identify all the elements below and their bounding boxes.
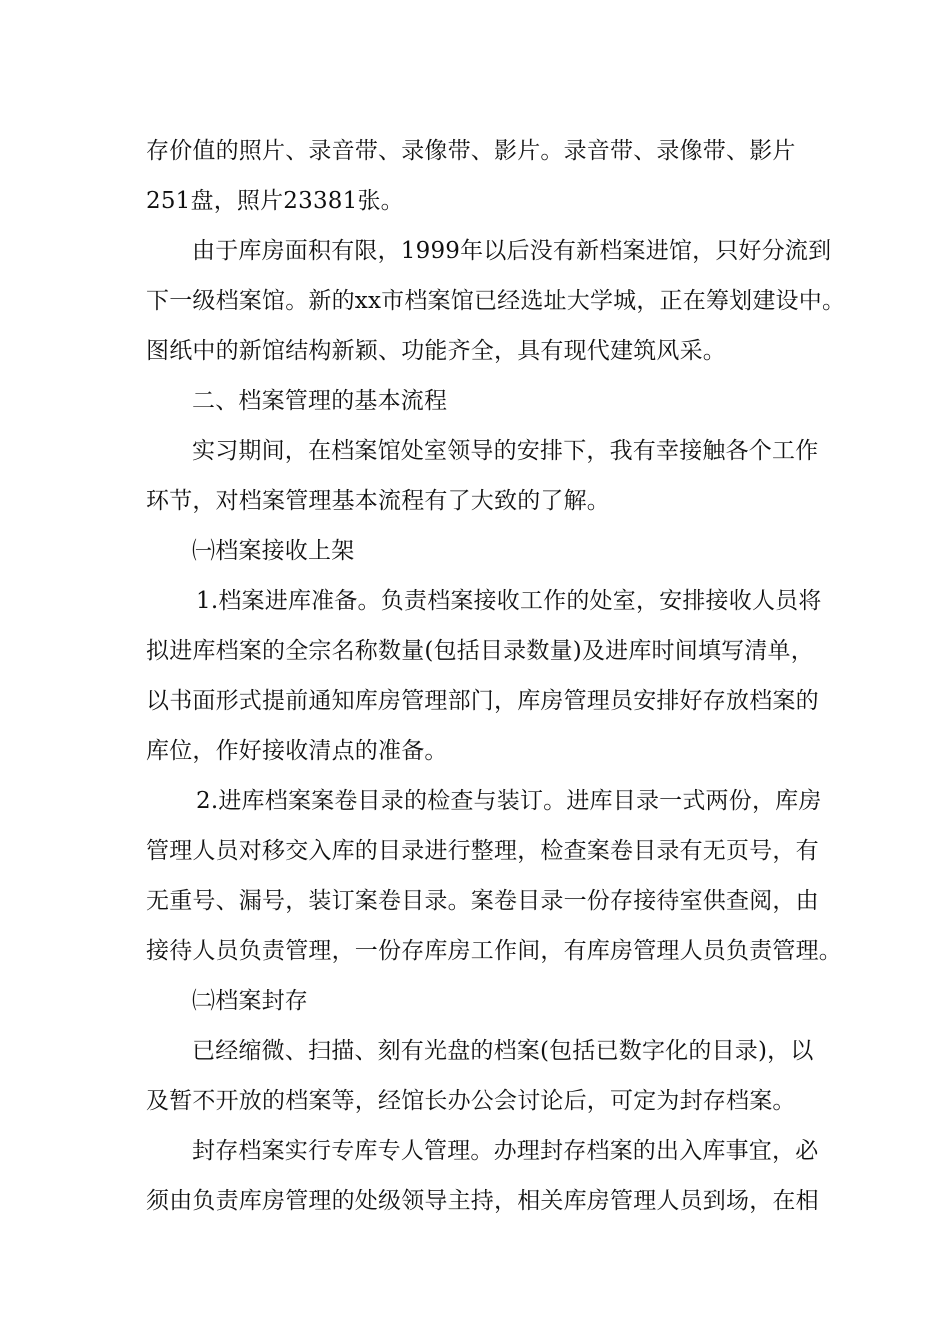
subsection-heading: ㈠档案接收上架 [192,538,355,564]
text-line: 251盘，照片23381张。 [146,188,404,214]
text-line: 及暂不开放的档案等，经馆长办公会讨论后，可定为封存档案。 [146,1088,796,1114]
text-line: 实习期间，在档案馆处室领导的安排下，我有幸接触各个工作 [192,438,819,464]
text-line: 下一级档案馆。新的xx市档案馆已经选址大学城，正在筹划建设中。 [146,288,846,314]
section-heading: 二、档案管理的基本流程 [192,388,448,414]
text-line: 2.进库档案案卷目录的检查与装订。进库目录一式两份，库房 [196,788,822,814]
text-line: 由于库房面积有限，1999年以后没有新档案进馆，只好分流到 [192,238,832,264]
text-line: 拟进库档案的全宗名称数量(包括目录数量)及进库时间填写清单， [146,638,814,664]
text-line: 1.档案进库准备。负责档案接收工作的处室，安排接收人员将 [196,588,822,614]
subsection-heading: ㈡档案封存 [192,988,308,1014]
text-line: 无重号、漏号，装订案卷目录。案卷目录一份存接待室供查阅，由 [146,888,819,914]
text-line: 管理人员对移交入库的目录进行整理，检查案卷目录有无页号，有 [146,838,819,864]
text-line: 环节，对档案管理基本流程有了大致的了解。 [146,488,610,514]
text-line: 接待人员负责管理，一份存库房工作间，有库房管理人员负责管理。 [146,938,842,964]
text-line: 库位，作好接收清点的准备。 [146,738,448,764]
text-line: 已经缩微、扫描、刻有光盘的档案(包括已数字化的目录)，以 [192,1038,814,1064]
text-line: 图纸中的新馆结构新颖、功能齐全，具有现代建筑风采。 [146,338,726,364]
text-line: 以书面形式提前通知库房管理部门，库房管理员安排好存放档案的 [146,688,819,714]
text-line: 须由负责库房管理的处级领导主持，相关库房管理人员到场，在相 [146,1188,819,1214]
text-line: 存价值的照片、录音带、录像带、影片。录音带、录像带、影片 [146,138,796,164]
text-line: 封存档案实行专库专人管理。办理封存档案的出入库事宜，必 [192,1138,819,1164]
